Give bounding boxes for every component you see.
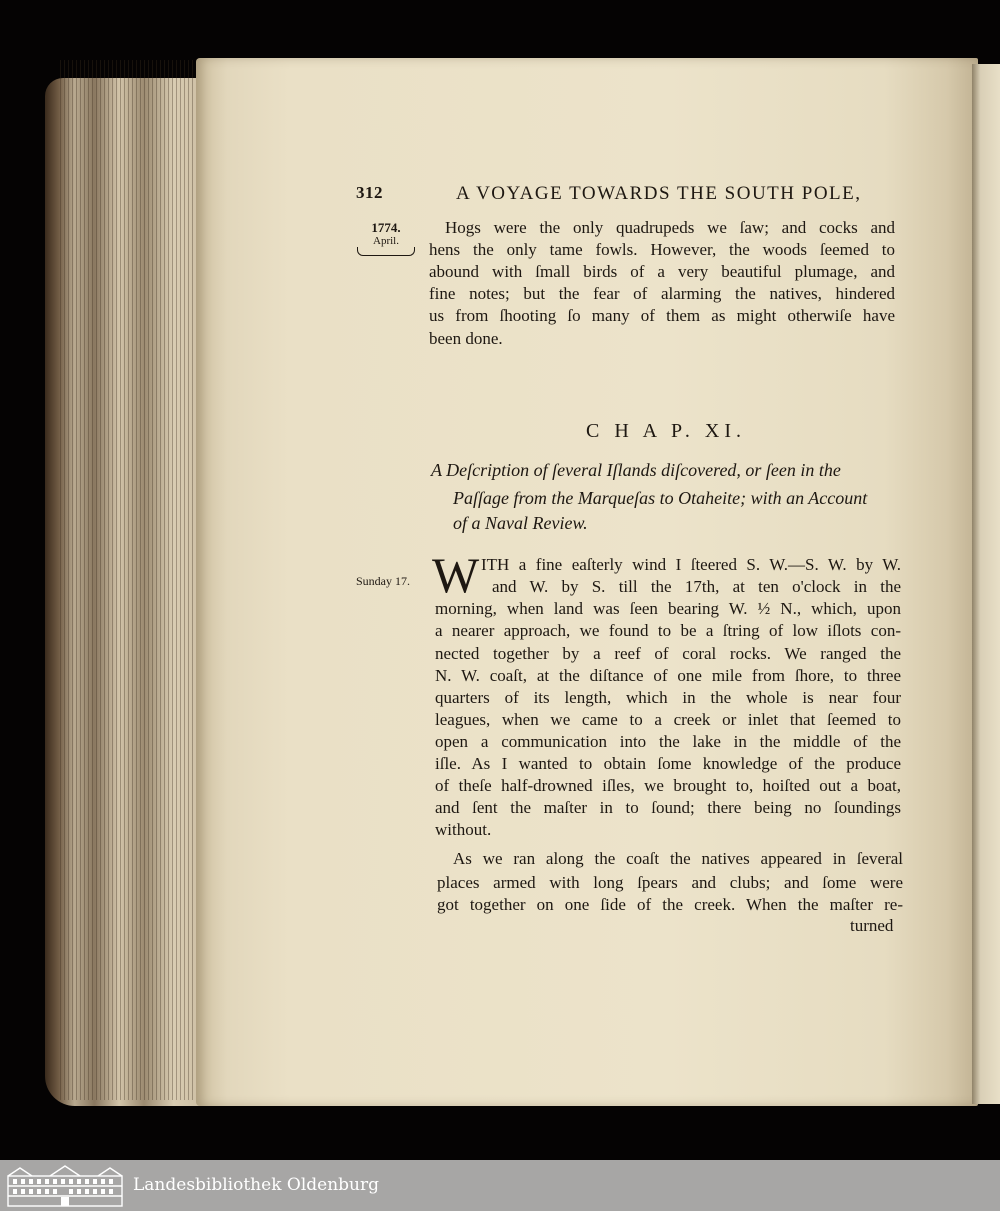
- margin-note: Sunday 17.: [356, 574, 410, 588]
- text-line: places armed with long ſpears and clubs; and ſome were: [437, 873, 903, 892]
- text-line: nected together by a reef of coral rocks. We ranged the: [435, 644, 901, 663]
- page-edges: [60, 60, 210, 1100]
- margin-date: [356, 221, 416, 256]
- library-building-icon: [6, 1164, 124, 1208]
- text-line: As we ran along the coaſt the natives appeared in ſeveral: [453, 849, 903, 868]
- margin-date-year: 1774.: [371, 220, 401, 235]
- text-line: us from ſhooting ſo many of them as might otherwiſe have: [429, 306, 895, 325]
- margin-date-month: April.: [373, 235, 399, 247]
- text-line: abound with ſmall birds of a very beautiful plumage, and: [429, 262, 895, 281]
- brace-mark: [357, 247, 415, 256]
- text-line: leagues, when we came to a creek or inlet that ſeemed to: [435, 710, 901, 729]
- text-line: Hogs were the only quadrupeds we ſaw; and cocks and: [445, 218, 895, 237]
- text-line: morning, when land was ſeen bearing W. ½ N., which, upon: [435, 599, 901, 618]
- footer-bar: [0, 1160, 1000, 1211]
- chapter-heading: C H A P. XI.: [586, 420, 747, 442]
- text-line: and W. by S. till the 17th, at ten o'clock in the: [492, 577, 901, 596]
- drop-cap: W: [432, 547, 480, 603]
- description-line: A Deſcription of ſeveral Iſlands diſcovered, or ſeen in the: [431, 460, 841, 480]
- text-line: a nearer approach, we found to be a ſtring of low iſlots con-: [435, 621, 901, 640]
- catchword: turned: [850, 916, 894, 935]
- running-title: A VOYAGE TOWARDS THE SOUTH POLE,: [456, 183, 862, 204]
- text-line: iſle. As I wanted to obtain ſome knowledge of the produce: [435, 754, 901, 773]
- description-line: of a Naval Review.: [453, 513, 588, 533]
- text-line: ITH a fine eaſterly wind I ſteered S. W.—S. W. by W.: [481, 555, 901, 574]
- text-line: fine notes; but the fear of alarming the natives, hindered: [429, 284, 895, 303]
- text-line: quarters of its length, which in the whole is near four: [435, 688, 901, 707]
- text-line: N. W. coaſt, at the diſtance of one mile from ſhore, to three: [435, 666, 901, 685]
- text-line: been done.: [429, 329, 503, 348]
- description-line: Paſſage from the Marqueſas to Otaheite; with an Account: [453, 488, 868, 508]
- text-line: hens the only tame fowls. However, the woods ſeemed to: [429, 240, 895, 259]
- page-number: 312: [356, 183, 383, 202]
- running-head: [356, 183, 896, 209]
- text-line: and ſent the maſter in to ſound; there being no ſoundings: [435, 798, 901, 817]
- text-line: got together on one ſide of the creek. When the maſter re-: [437, 895, 903, 914]
- text-line: open a communication into the lake in the middle of the: [435, 732, 901, 751]
- text-line: of theſe half-drowned iſles, we brought to, hoiſted out a boat,: [435, 776, 901, 795]
- facing-page-edge: [972, 64, 1000, 1104]
- library-name: Landesbibliothek Oldenburg: [133, 1175, 380, 1195]
- text-line: without.: [435, 820, 492, 839]
